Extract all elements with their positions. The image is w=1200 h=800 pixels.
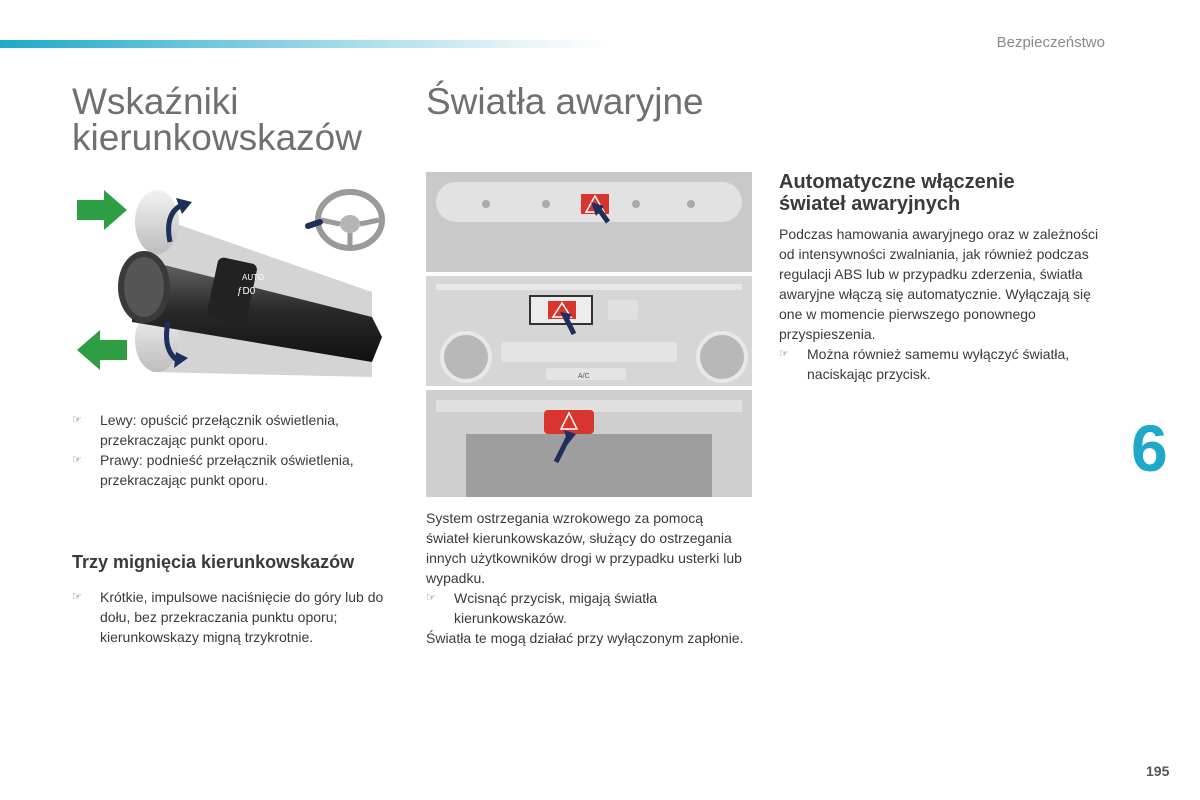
- left-sub-bullets: [72, 587, 394, 647]
- page-number: 195: [1146, 763, 1170, 779]
- left-title-line: kierunkowskazów: [72, 117, 362, 158]
- list-item: [779, 344, 1101, 384]
- middle-outro: Światła te mogą działać przy wyłączonym zapłonie.: [426, 630, 744, 646]
- bullet-text: Krótkie, impulsowe naciśnięcie do góry lub do dołu, bez przekraczania punktu oporu; kierunkowskazy migną trzykrotnie.: [100, 589, 384, 645]
- auto-label: AUTO: [242, 273, 265, 282]
- middle-title: Światła awaryjne: [426, 81, 704, 122]
- right-heading-line: Automatyczne włączenie: [779, 171, 1015, 193]
- right-heading: [779, 171, 1015, 215]
- list-item: [72, 587, 394, 647]
- pointing-hand-icon: ☞: [72, 414, 82, 426]
- left-bullets: [72, 410, 392, 490]
- right-text: [779, 224, 1101, 384]
- bullet-text: Prawy: podnieść przełącznik oświetlenia, przekraczając punkt oporu.: [100, 452, 354, 488]
- hazard-button-illustration: [426, 172, 752, 497]
- pointing-hand-icon: ☞: [779, 348, 789, 360]
- pointing-hand-icon: ☞: [72, 591, 82, 603]
- list-item: [72, 410, 392, 450]
- pointing-hand-icon: ☞: [72, 454, 82, 466]
- left-subheading: Trzy mignięcia kierunkowskazów: [72, 552, 355, 572]
- left-title-line: Wskaźniki: [72, 81, 239, 122]
- right-body: Podczas hamowania awaryjnego oraz w zależności od intensywności zwalniania, jak również podczas regulacji ABS lub w przypadku zderzenia, światła awaryjne włączą się automatycznie. Wyłączają się one w momencie pierwszego ponownego przyspieszenia.: [779, 226, 1099, 342]
- middle-intro: System ostrzegania wzrokowego za pomocą świateł kierunkowskazów, służący do ostrzegania innych użytkowników drogi w przypadku usterki lub wypadku.: [426, 510, 742, 586]
- list-item: [72, 450, 392, 490]
- right-heading-line: świateł awaryjnych: [779, 193, 961, 215]
- section-label: Bezpieczeństwo: [996, 34, 1105, 51]
- bullet-text: Wcisnąć przycisk, migają światła kierunkowskazów.: [454, 590, 658, 626]
- pointing-hand-icon: ☞: [426, 592, 436, 604]
- header-accent-bar: [0, 40, 610, 48]
- bullet-text: Można również samemu wyłączyć światła, naciskając przycisk.: [807, 346, 1070, 382]
- fog-light-label: ƒD0: [237, 286, 256, 297]
- list-item: [426, 588, 748, 628]
- left-title: [72, 81, 362, 158]
- bullet-text: Lewy: opuścić przełącznik oświetlenia, przekraczając punkt oporu.: [100, 412, 339, 448]
- ac-label: A/C: [578, 373, 590, 380]
- indicator-stalk-illustration: [72, 172, 398, 394]
- chapter-number: 6: [1131, 411, 1168, 485]
- middle-text: [426, 508, 748, 648]
